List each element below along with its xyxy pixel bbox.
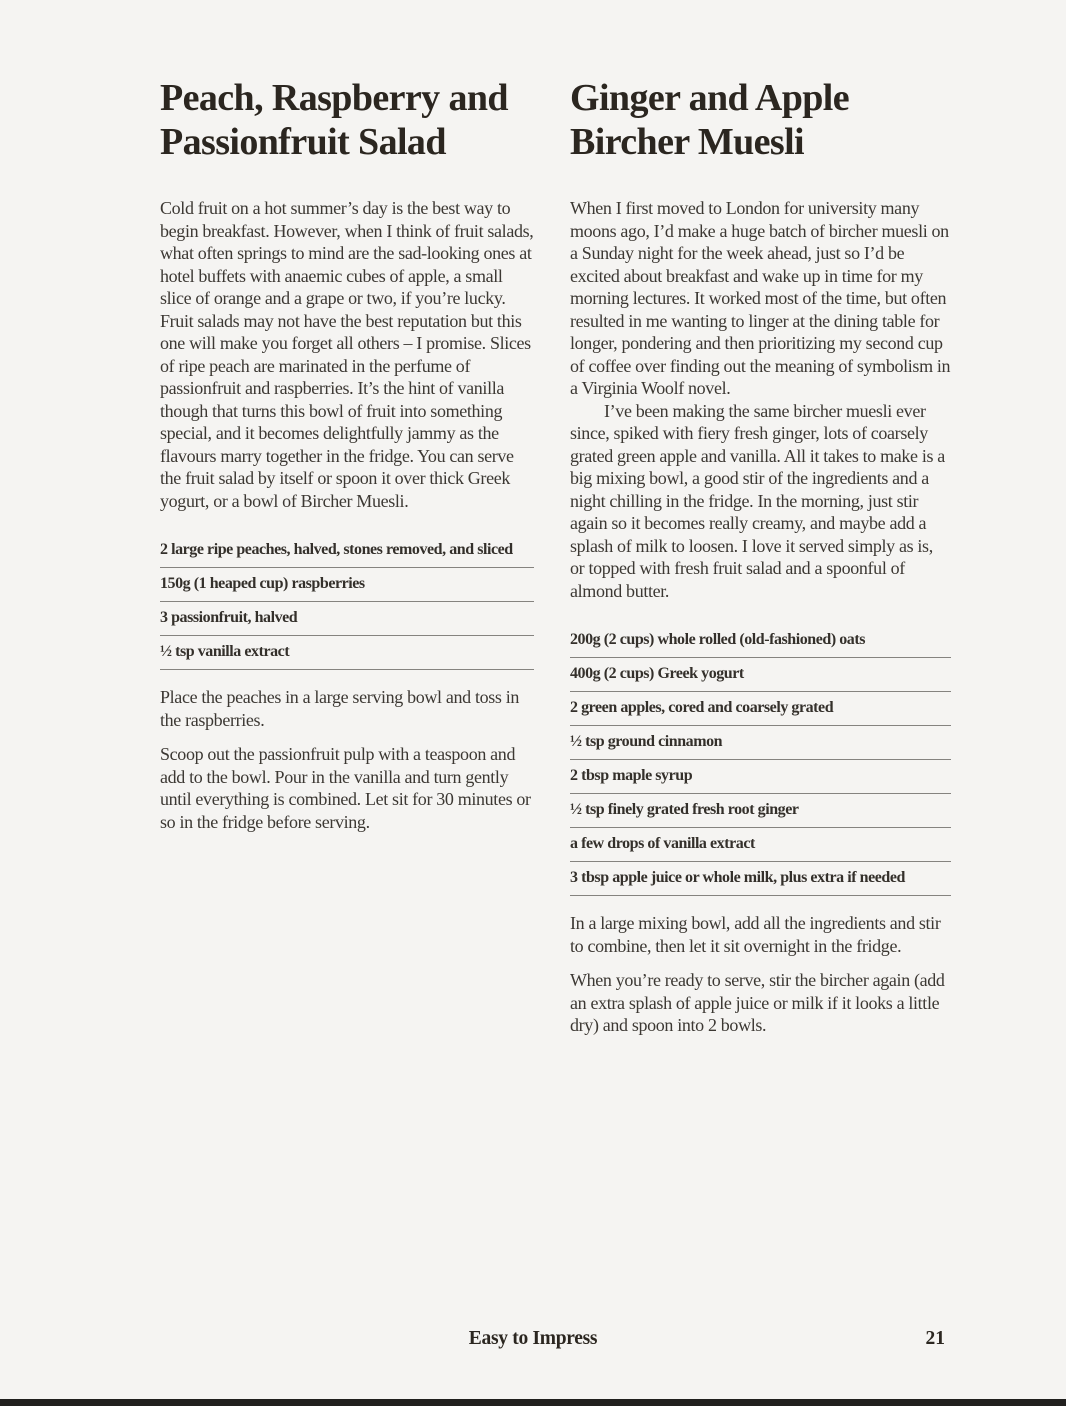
- ingredient-item: 3 tbsp apple juice or whole milk, plus extra if needed: [570, 862, 951, 896]
- recipe-title: Peach, Raspberry and Passionfruit Salad: [160, 77, 508, 163]
- recipe-peach-raspberry-passionfruit-salad: [160, 76, 534, 845]
- recipe-intro-paragraph: Cold fruit on a hot summer’s day is the best way to begin breakfast. However, when I think of fruit salads, what often springs to mind are the sad-looking ones at hotel buffets with anaemic cubes of apple, a small slice of orange and a grape or two, if you’re lucky. Fruit salads may not have the best reputation but this one will make you forget all others – I promise. Slices of ripe peach are marinated in the perfume of passionfruit and raspberries. It’s the hint of vanilla though that turns this bowl of fruit into something special, and it becomes delightfully jammy as the flavours marry together in the fridge. You can serve the fruit salad by itself or spoon it over thick Greek yogurt, or a bowl of Bircher Muesli.: [160, 198, 534, 511]
- ingredient-item: ½ tsp vanilla extract: [160, 636, 534, 670]
- method-paragraph: In a large mixing bowl, add all the ingredients and stir to combine, then let it sit overnight in the fridge.: [570, 913, 941, 956]
- ingredient-item: 400g (2 cups) Greek yogurt: [570, 658, 951, 692]
- ingredient-item: a few drops of vanilla extract: [570, 828, 951, 862]
- recipe-intro-paragraph: When I first moved to London for university many moons ago, I’d make a huge batch of bircher muesli on a Sunday night for the week ahead, just so I’d be excited about breakfast and wake up in time for my morning lectures. It worked most of the time, but often resulted in me wanting to linger at the dining table for longer, pondering and then prioritizing my second cup of coffee over finding out the meaning of symbolism in a Virginia Woolf novel.: [570, 198, 951, 398]
- ingredient-item: 2 green apples, cored and coarsely grated: [570, 692, 951, 726]
- ingredient-list: [160, 534, 534, 670]
- recipe-title: Ginger and Apple Bircher Muesli: [570, 77, 849, 163]
- recipe-intro-paragraph: I’ve been making the same bircher muesli ever since, spiked with fiery fresh ginger, lots of coarsely grated green apple and vanilla. All it takes to make is a big mixing bowl, a good stir of the ingredients and a night chilling in the fridge. In the morning, just stir again so it becomes really creamy, and maybe add a splash of milk to loosen. I love it served simply as is, or topped with fresh fruit salad and a spoonful of almond butter.: [570, 400, 945, 601]
- method-paragraph: Place the peaches in a large serving bowl and toss in the raspberries.: [160, 687, 520, 730]
- ingredient-item: 2 tbsp maple syrup: [570, 760, 951, 794]
- ingredient-item: ½ tsp finely grated fresh root ginger: [570, 794, 951, 828]
- method-section: [570, 912, 951, 1037]
- method-section: [160, 686, 534, 833]
- ingredient-item: ½ tsp ground cinnamon: [570, 726, 951, 760]
- method-paragraph: Scoop out the passionfruit pulp with a teaspoon and add to the bowl. Pour in the vanilla and turn gently until everything is combined. Let sit for 30 minutes or so in the fridge before serving.: [160, 744, 531, 832]
- method-paragraph: When you’re ready to serve, stir the bircher again (add an extra splash of apple juice or milk if it looks a little dry) and spoon into 2 bowls.: [570, 970, 945, 1035]
- ingredient-item: 2 large ripe peaches, halved, stones removed, and sliced: [160, 534, 534, 568]
- recipe-ginger-apple-bircher-muesli: [570, 76, 951, 1049]
- ingredient-item: 3 passionfruit, halved: [160, 602, 534, 636]
- page-footer: [0, 1328, 1066, 1354]
- ingredient-item: 150g (1 heaped cup) raspberries: [160, 568, 534, 602]
- ingredient-list: [570, 624, 951, 896]
- footer-section-title: Easy to Impress: [468, 1328, 598, 1349]
- page-bottom-edge: [0, 1399, 1066, 1406]
- ingredient-item: 200g (2 cups) whole rolled (old-fashioned) oats: [570, 624, 951, 658]
- page-number: 21: [925, 1328, 945, 1349]
